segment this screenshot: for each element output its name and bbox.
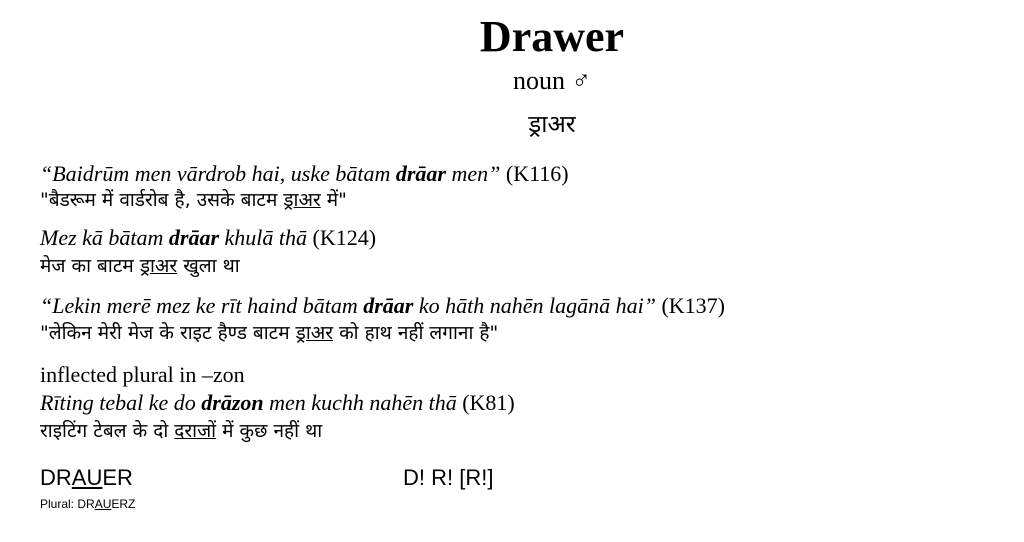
plural-example-roman-text-end: men kuchh nahēn thā [263,390,457,415]
plural-example-hindi-text: राइटिंग टेबल के दो [40,420,175,442]
plural-example-romanized [40,389,515,417]
plural-pronunciation-start: Plural: DR [40,497,95,511]
example-3-roman-text-end: ko hāth nahēn lagānā hai” [413,293,656,318]
example-2-reference: (K124) [307,225,377,250]
example-2-hindi-keyword: ड्राअर [139,255,178,277]
example-1-roman-text-end: men” [445,161,501,186]
example-2-keyword: drāar [168,225,220,250]
inflection-note: inflected plural in –zon [40,362,245,387]
pronunciation-start: DR [40,465,72,490]
pronunciation-phonetic: D! R! [R!] [403,465,494,490]
example-3-hindi [40,319,498,347]
plural-pronunciation-stressed: AU [94,497,112,511]
plural-example-hindi-keyword: दराजों [174,420,217,442]
headword: Drawer [479,12,625,61]
plural-example-hindi-text-end: में कुछ नहीं था [216,420,323,442]
example-1-reference: (K116) [500,161,569,186]
example-2-hindi [40,252,240,280]
example-3-romanized [40,292,725,320]
example-1-hindi-keyword: ड्राअर [283,189,321,211]
plural-pronunciation-end: ERZ [111,497,136,511]
example-2-hindi-text: मेज का बाटम [40,255,140,277]
example-1-hindi [40,186,347,214]
plural-pronunciation [40,496,135,512]
plural-example-hindi [40,417,322,445]
example-1-romanized [40,160,569,188]
example-1-hindi-text: "बैडरूम में वार्डरोब है, उसके बाटम [40,189,284,211]
plural-example-roman-text: Rīting tebal ke do [40,390,202,415]
example-3-keyword: drāar [363,293,414,318]
example-1-keyword: drāar [395,161,446,186]
pronunciation-stressed: AU [71,465,103,490]
example-3-hindi-text-end: को हाथ नहीं लगाना है" [333,322,499,344]
pronunciation-end: ER [102,465,133,490]
example-3-roman-text: “Lekin merē mez ke rīt haind bātam [40,293,364,318]
pronunciation-respelling [40,464,133,492]
example-1-roman-text: “Baidrūm men vārdrob hai, uske bātam [40,161,396,186]
part-of-speech: noun ♂ [513,66,591,95]
example-1-hindi-text-end: में" [320,189,347,211]
hindi-headword: ड्राअर [528,110,576,138]
example-3-hindi-keyword: ड्राअर [295,322,334,344]
plural-example-keyword: drāzon [201,390,264,415]
example-2-roman-text: Mez kā bātam [40,225,169,250]
example-2-hindi-text-end: खुला था [177,255,240,277]
example-2-roman-text-end: khulā thā [219,225,308,250]
example-2-romanized [40,224,376,252]
example-3-hindi-text: "लेकिन मेरी मेज के राइट हैण्ड बाटम [40,322,296,344]
example-3-reference: (K137) [655,293,726,318]
plural-example-reference: (K81) [456,390,515,415]
